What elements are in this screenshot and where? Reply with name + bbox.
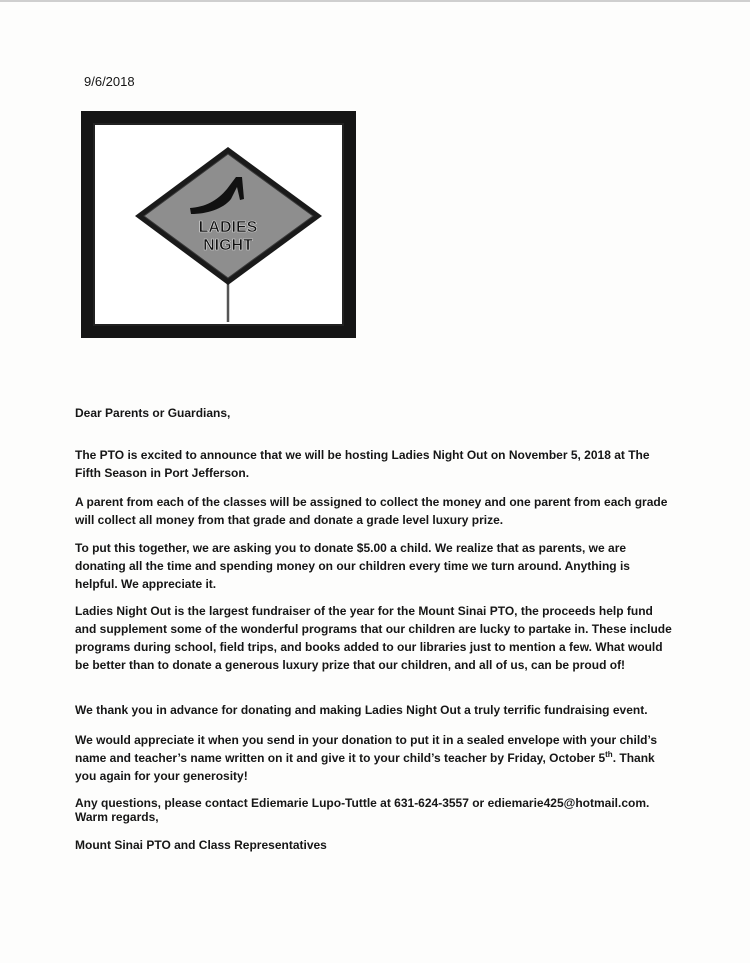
paragraph-instructions	[75, 731, 675, 785]
logo-inner-panel	[93, 123, 344, 326]
scan-edge	[0, 0, 750, 2]
instructions-superscript: th	[605, 750, 613, 759]
paragraph-thanks: We thank you in advance for donating and making Ladies Night Out a truly terrific fundraising event.	[75, 703, 648, 717]
sign-text-ladies: LADIES	[198, 219, 258, 236]
paragraph-announcement: The PTO is excited to announce that we will be hosting Ladies Night Out on November 5, 2018 at The Fifth Season in Port Jefferson.	[75, 448, 650, 480]
salutation: Dear Parents or Guardians,	[75, 406, 231, 420]
instructions-end: . Thank you again for your generosity!	[75, 751, 655, 783]
paragraph-contact: Any questions, please contact Ediemarie Lupo-Tuttle at 631-624-3557 or ediemarie425@hotmail.com.	[75, 796, 650, 810]
paragraph-collection: A parent from each of the classes will be assigned to collect the money and one parent from each grade will collect all money from that grade and donate a grade level luxury prize.	[75, 495, 668, 527]
sign-text-night: NIGHT	[203, 237, 253, 254]
instructions-main: We would appreciate it when you send in your donation to put it in a sealed envelope with your child’s name and teacher’s name written on it and give it to your child’s teacher by Friday, October 5	[75, 733, 658, 765]
ladies-night-logo	[81, 111, 356, 338]
ladies-night-sign-icon	[95, 125, 342, 324]
closing: Warm regards,	[75, 810, 159, 824]
letter-date: 9/6/2018	[84, 74, 135, 89]
paragraph-donation-request: To put this together, we are asking you to donate $5.00 a child. We realize that as parents, we are donating all the time and spending money on our children every time we turn around. Anything is helpful. We appreciate it.	[75, 541, 630, 591]
paragraph-fundraiser: Ladies Night Out is the largest fundraiser of the year for the Mount Sinai PTO, the proceeds help fund and supplement some of the wonderful programs that our children are lucky to partake in. These include programs during school, field trips, and books added to our libraries just to mention a few. What would be better than to donate a generous luxury prize that our children, and all of us, can be proud of!	[75, 604, 672, 672]
signature: Mount Sinai PTO and Class Representatives	[75, 838, 327, 852]
